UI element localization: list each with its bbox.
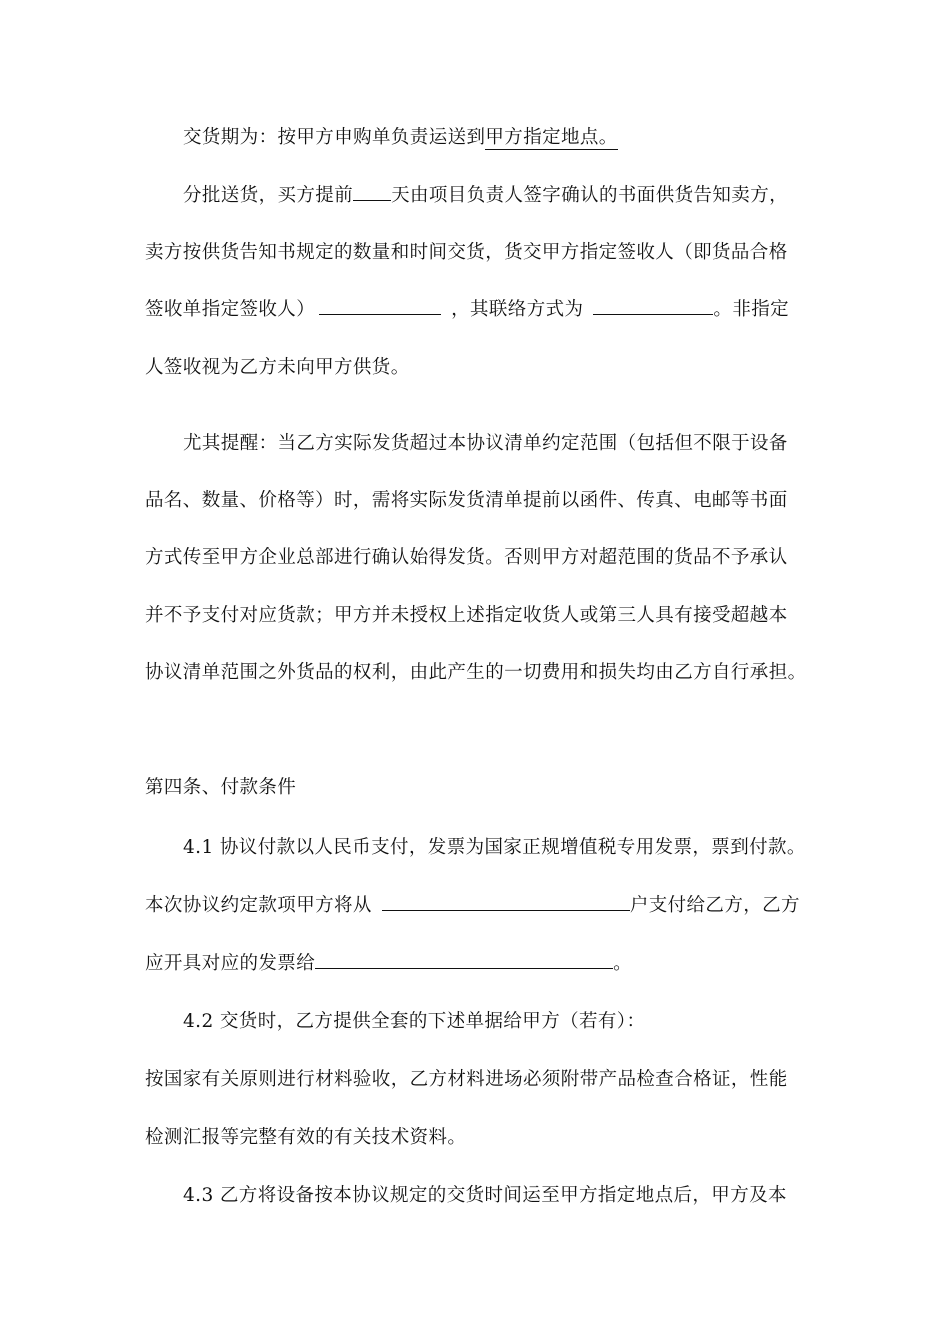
batch-delivery-line-2: 卖方按供货告知书规定的数量和时间交货，货交甲方指定签收人（即货品合格 (145, 242, 788, 263)
signer-label: 签收单指定签收人） (145, 299, 316, 320)
invoice-blank (315, 953, 613, 969)
batch-text-a: 分批送货，买方提前 (183, 185, 354, 206)
reminder-line-4: 并不予支付对应货款；甲方并未授权上述指定收货人或第三人具有接受超越本 (145, 605, 788, 626)
reminder-line-5: 协议清单范围之外货品的权利，由此产生的一切费用和损失均由乙方自行承担。 (145, 662, 807, 683)
batch-text-b: 天由项目负责人签字确认的书面供货告知卖方， (391, 185, 789, 206)
batch-delivery-line-1 (183, 184, 788, 208)
contact-label: ，其联络方式为 (451, 299, 584, 320)
invoice-label: 应开具对应的发票给 (145, 953, 316, 974)
reminder-line-3: 方式传至甲方企业总部进行确认始得发货。否则甲方对超范围的货品不予承认 (145, 547, 788, 568)
clause-4-2-line-1: 4.2 交货时，乙方提供全套的下述单据给甲方（若有）： (183, 1011, 646, 1032)
clause-4-1-line-2 (145, 894, 800, 918)
reminder-line-1: 尤其提醒：当乙方实际发货超过本协议清单约定范围（包括但不限于设备 (183, 433, 788, 454)
batch-delivery-line-3 (145, 298, 789, 322)
delivery-location-underlined: 甲方指定地点。 (485, 127, 618, 148)
signer-blank (319, 299, 441, 315)
delivery-period-line (183, 126, 618, 150)
invoice-end: 。 (613, 953, 633, 974)
batch-delivery-line-4: 人签收视为乙方未向甲方供货。 (145, 357, 410, 378)
clause-4-2-line-3: 检测汇报等完整有效的有关技术资料。 (145, 1127, 467, 1148)
reminder-line-2: 品名、数量、价格等）时，需将实际发货清单提前以函件、传真、电邮等书面 (145, 490, 788, 511)
non-designated-text: 。非指定 (713, 299, 790, 320)
payment-text: 户支付给乙方，乙方 (629, 895, 800, 916)
delivery-period-text: 交货期为：按甲方申购单负责运送到 (183, 127, 486, 148)
account-blank (382, 895, 630, 911)
contact-blank (593, 299, 713, 315)
clause-4-3-line-1: 4.3 乙方将设备按本协议规定的交货时间运至甲方指定地点后，甲方及本 (183, 1185, 787, 1206)
clause-4-1-line-3 (145, 952, 632, 976)
days-blank (353, 185, 391, 201)
clause-4-2-line-2: 按国家有关原则进行材料验收，乙方材料进场必须附带产品检查合格证，性能 (145, 1069, 788, 1090)
section-heading: 第四条、付款条件 (145, 777, 297, 798)
account-label: 本次协议约定款项甲方将从 (145, 895, 372, 916)
clause-4-1-line-1: 4.1 协议付款以人民币支付，发票为国家正规增值税专用发票，票到付款。 (183, 837, 806, 858)
